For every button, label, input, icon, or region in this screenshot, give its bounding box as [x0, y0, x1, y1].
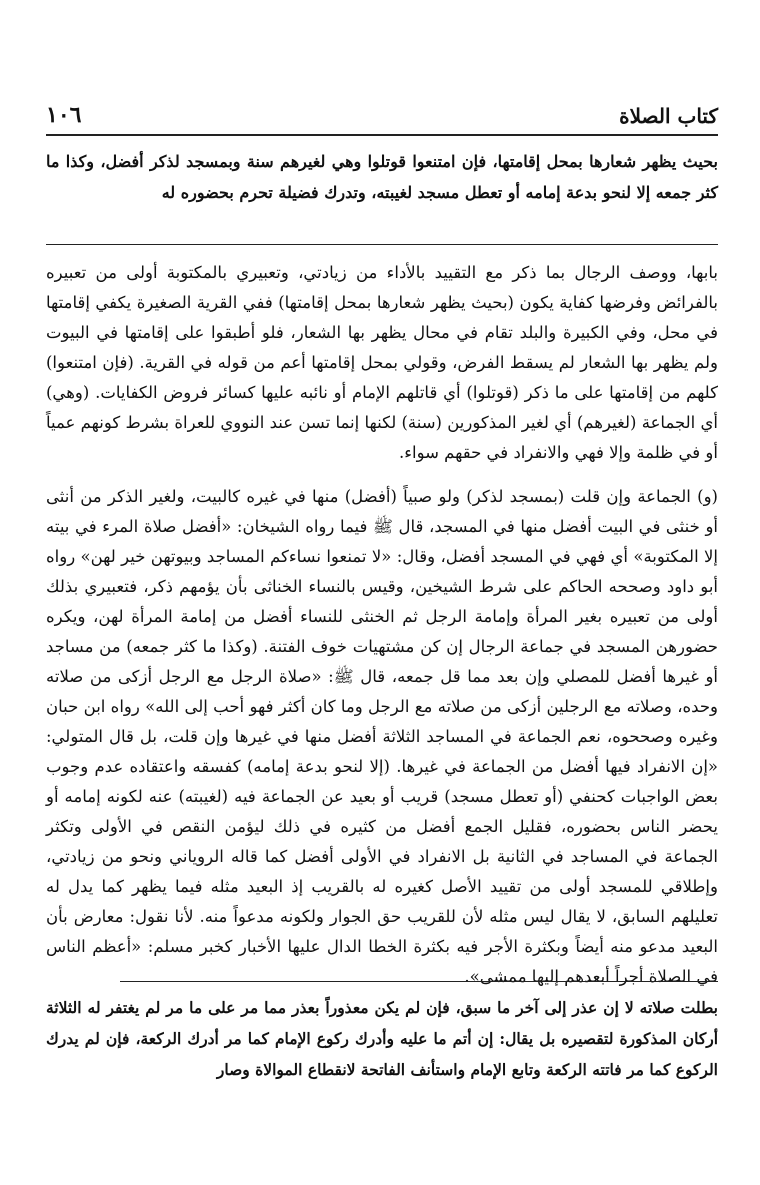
footnote-divider — [120, 981, 718, 982]
matn-text: بحيث يظهر شعارها بمحل إقامتها، فإن امتنعوا قوتلوا وهي لغيرهم سنة وبمسجد لذكر أفضل، وكذا ما كثر جمعه إلا لنحو بدعة إمامه أو تعطل مسجد لغيبته، وتدرك فضيلة تحرم بحضوره له — [46, 152, 718, 202]
margin-gloss-text: بطلت صلاته لا إن عذر إلى آخر ما سبق، فإن لم يكن معذوراً بعذر مما مر على ما مر لم يغتفر له الثلاثة أركان المذكورة لتقصيره بل يقال: إن أتم ما عليه وأدرك ركوع الإمام كما مر أدرك الركعة، فإن لم يدرك الركوع كما مر فاتته الركعة وتابع الإمام واستأنف الفاتحة لانقطاع الموالاة وصار — [46, 998, 718, 1079]
commentary-paragraph-2: (و) الجماعة وإن قلت (بمسجد لذكر) ولو صبياً (أفضل) منها في غيره كالبيت، ولغير الذكر من أنثى أو خنثى في البيت أفضل منها في المسجد، قال ﷺ فيما رواه الشيخان: «أفضل صلاة المرء في بيته إلا المكتوبة» أي فهي في المسجد أفضل، وقال: «لا تمنعوا نساءكم المساجد وبيوتهن خير لهن» رواه أبو داود وصححه الحاكم على شرط الشيخين، وقيس بالنساء الخناثى بأن يؤمهم ذكر، فتعبيري بذلك أولى من تعبيره بغير المرأة وإمامة الرجل ثم الخنثى للنساء أفضل من إمامة المرأة لهن، ويكره حضورهن المسجد في جماعة الرجال إن كن مشتهيات خوف الفتنة. (وكذا ما كثر جمعه) من مساجد أو غيرها أفضل للمصلي وإن بعد مما قل جمعه، قال ﷺ: «صلاة الرجل مع الرجل أزكى من صلاته وحده، وصلاته مع الرجلين أزكى من صلاته مع الرجل وما كان أكثر فهو أحب إلى الله» رواه ابن حبان وغيره وصححوه، نعم الجماعة في المساجد الثلاثة أفضل منها في غيرها وإن قلت، بل قال المتولي: «إن الانفراد فيها أفضل من الجماعة في غيرها. (إلا لنحو بدعة إمامه) كفسقه واعتقاده عدم وجوب بعض الواجبات كحنفي (أو تعطل مسجد) قريب أو بعيد عن الجماعة فيه (لغيبته) عنه لكونه إمامه أو يحضر الناس بحضوره، فقليل الجمع أفضل من كثيره في ذلك ليؤمن النقص في الأولى وتكثر الجماعة في المساجد في الثانية بل الانفراد في الأولى أفضل كما قاله الروياني ونحو من زيادتي، وإطلاقي للمسجد أولى من تقييد الأصل كغيره له بالقريب إذ البعيد مثله فيما يظهر كما يدل له تعليلهم السابق، لا يقال ليس مثله لأن للقريب حق الجوار ولكونه مدعواً منه. لأنا نقول: معارض بأن البعيد مدعو منه أيضاً وبكثرة الأجر فيه بكثرة الخطا الدال عليها الأخبار كخبر مسلم: «أعظم الناس في الصلاة أجراً أبعدهم إليها ممشى». — [46, 487, 719, 986]
chapter-title: كتاب الصلاة — [619, 104, 718, 128]
running-header — [46, 98, 718, 136]
commentary-paragraph-1: بابها، ووصف الرجال بما ذكر مع التقييد بالأداء من زيادتي، وتعبيري بالمكتوبة أولى من تعبيره بالفرائض وفرضها كفاية يكون (بحيث يظهر شعارها بمحل إقامتها) ففي القرية الصغيرة يكفي إقامتها في محل، وفي الكبيرة والبلد تقام في محال يظهر بها الشعار، فلو أطبقوا على إقامتها في البيوت ولم يظهر بها الشعار لم يسقط الفرض، وقولي بمحل إقامتها أعم من قوله في القرية. (فإن امتنعوا) كلهم من إقامتها على ما ذكر (قوتلوا) أي قاتلهم الإمام أو نائبه عليها كسائر فروض الكفايات. (وهي) أي الجماعة (لغيرهم) أي لغير المذكورين (سنة) لكنها إنما تسن عند النووي للعراة بشرط كونهم عمياً أو في ظلمة وإلا فهي والانفراد في حقهم سواء. — [46, 263, 718, 462]
page-number: ١٠٦ — [46, 102, 82, 128]
commentary-body — [46, 258, 718, 992]
section-divider — [46, 244, 718, 245]
